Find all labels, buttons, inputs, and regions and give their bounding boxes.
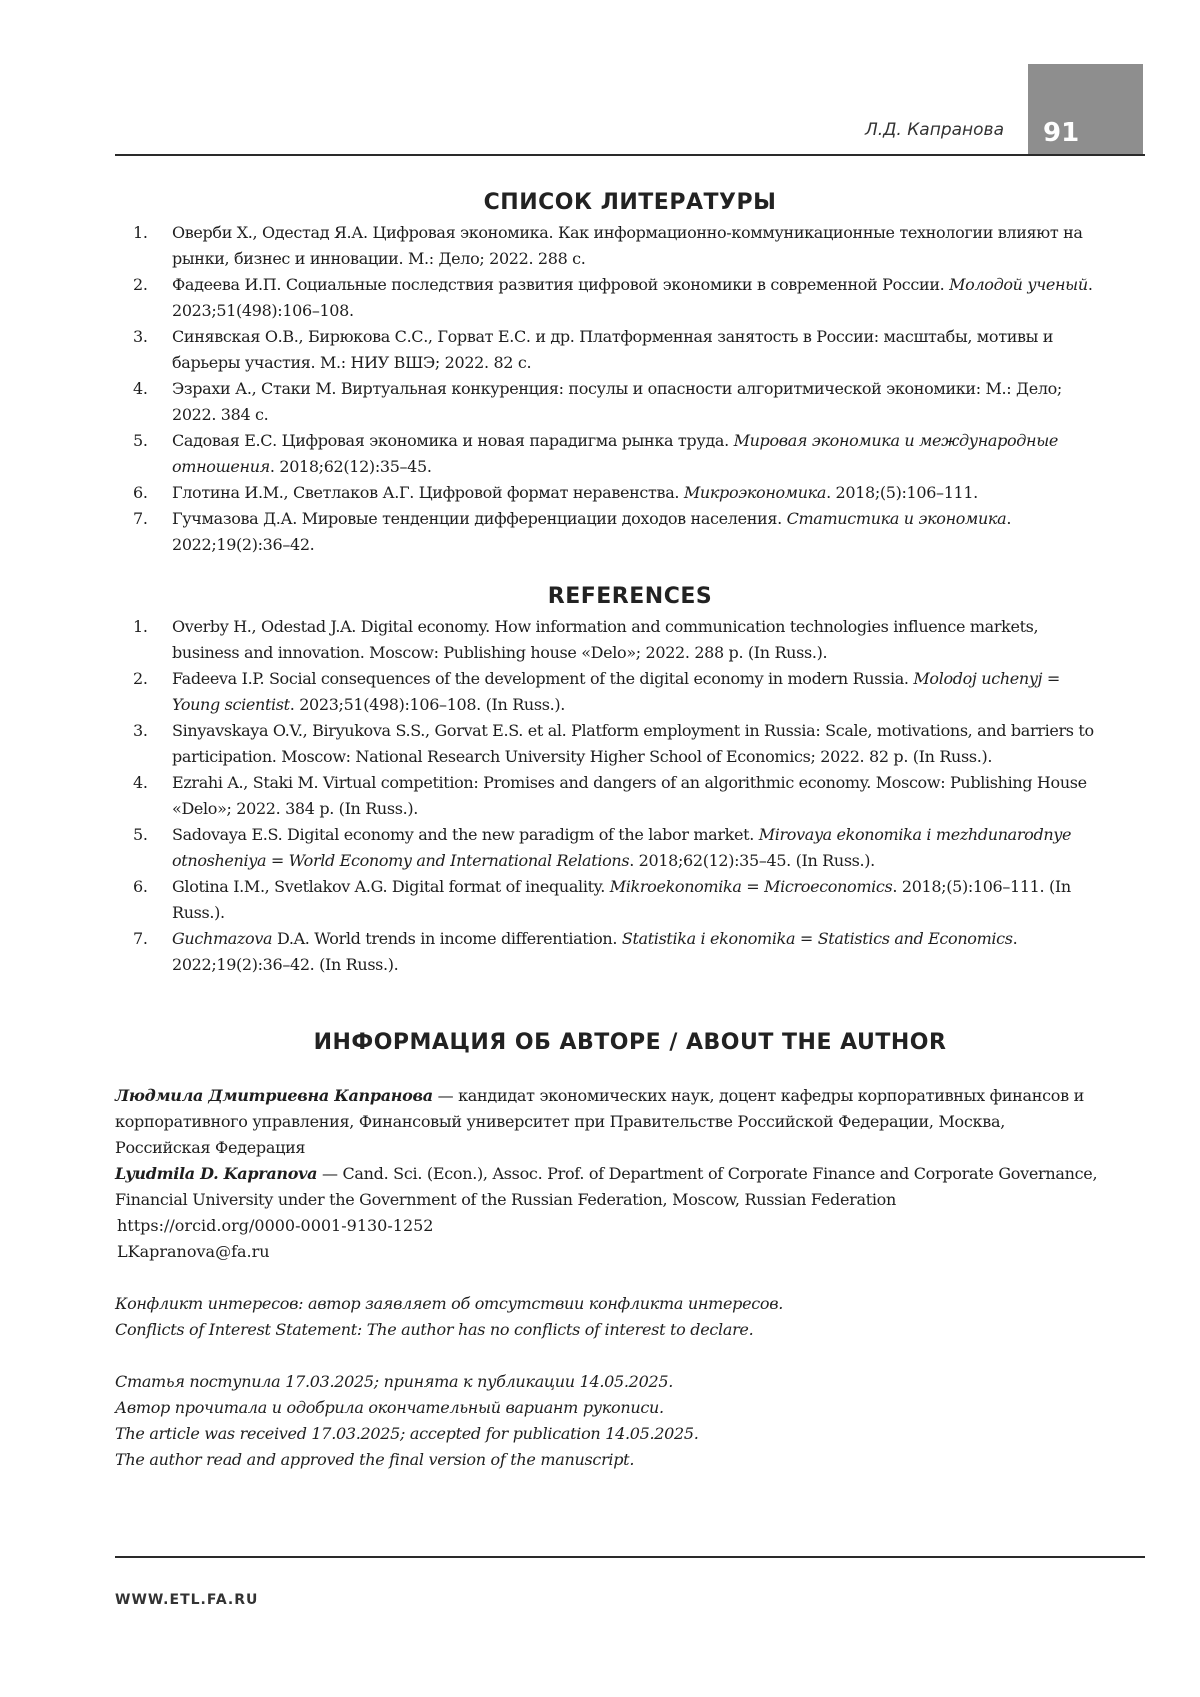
reference-item: [115, 666, 1095, 718]
author-name-ru: Людмила Дмитриевна Капранова: [115, 1086, 433, 1105]
reference-text-end: . 2018;(5):106–111. (In Russ.).: [172, 877, 1071, 922]
reference-text: Ezrahi A., Staki M. Virtual competition: Promises and dangers of an algorithmic economy. Moscow: Publishing House «Delo»; 2022. 384 p. (In Russ.).: [172, 773, 1087, 818]
reference-item: [115, 272, 1095, 324]
reference-item: [115, 770, 1095, 822]
reference-journal: Статистика и экономика: [786, 509, 1007, 528]
reference-text: D.A. World trends in income differentiation.: [272, 929, 622, 948]
reference-item: [115, 324, 1095, 376]
reference-text: Фадеева И.П. Социальные последствия развития цифровой экономики в современной России.: [172, 275, 950, 294]
reference-item: [115, 874, 1095, 926]
reference-text: Глотина И.М., Светлаков А.Г. Цифровой формат неравенства.: [172, 483, 684, 502]
reference-number: 5.: [133, 431, 148, 450]
ru-reference-list: [115, 220, 1095, 558]
author-desc-ru: — кандидат экономических наук, доцент кафедры корпоративных финансов и корпоративного управления, Финансовый университет при Правительстве Российской Федерации, Москва, Российская Федерация: [115, 1086, 1084, 1157]
reference-text-end: . 2018;(5):106–111.: [826, 483, 978, 502]
reference-item: [115, 480, 1095, 506]
author-email-link[interactable]: LKapranova@fa.ru: [117, 1242, 270, 1261]
reference-text: Садовая Е.С. Цифровая экономика и новая парадигма рынка труда.: [172, 431, 734, 450]
footer-rule: [115, 1556, 1145, 1558]
reference-text-end: . 2023;51(498):106–108. (In Russ.).: [289, 695, 565, 714]
reference-item: [115, 926, 1095, 978]
reference-number: 6.: [133, 483, 148, 502]
reference-number: 2.: [133, 275, 148, 294]
reference-text: Sadovaya E.S. Digital economy and the new paradigm of the labor market.: [172, 825, 759, 844]
reference-item: [115, 718, 1095, 770]
footer-website: WWW.ETL.FA.RU: [115, 1592, 259, 1608]
reference-journal: Mikroekonomika = Microeconomics: [609, 877, 893, 896]
reference-number: 4.: [133, 379, 148, 398]
reference-text: Оверби Х., Одестад Я.А. Цифровая экономика. Как информационно-коммуникационные технологии влияют на рынки, бизнес и инновации. М.: Дело; 2022. 288 с.: [172, 223, 1083, 268]
reference-text: Sinyavskaya O.V., Biryukova S.S., Gorvat E.S. et al. Platform employment in Russia: Scale, motivations, and barriers to participation. Moscow: National Research University Higher School of Economics; 2022. 82 p. (In Russ.).: [172, 721, 1094, 766]
reference-text-end: . 2018;62(12):35–45. (In Russ.).: [629, 851, 875, 870]
reference-number: 1.: [133, 617, 148, 636]
reference-number: 3.: [133, 327, 148, 346]
reference-number: 5.: [133, 825, 148, 844]
conflict-statement-en: Conflicts of Interest Statement: The author has no conflicts of interest to declare.: [115, 1320, 754, 1339]
section-title-en-refs: REFERENCES: [547, 584, 713, 609]
reference-number: 7.: [133, 929, 148, 948]
reference-item: [115, 822, 1095, 874]
reference-journal: Микроэкономика: [683, 483, 827, 502]
conflict-statement-ru: Конфликт интересов: автор заявляет об отсутствии конфликта интересов.: [115, 1294, 784, 1313]
received-date-ru: Статья поступила 17.03.2025; принята к публикации 14.05.2025.: [115, 1372, 673, 1391]
running-header-author: Л.Д. Капранова: [864, 120, 1004, 140]
reference-text: Синявская О.В., Бирюкова С.С., Горват Е.С. и др. Платформенная занятость в России: масштабы, мотивы и барьеры участия. М.: НИУ ВШЭ; 2022. 82 с.: [172, 327, 1054, 372]
en-reference-list: [115, 614, 1095, 978]
author-name-en: Lyudmila D. Kapranova: [115, 1164, 318, 1183]
reference-item: [115, 506, 1095, 558]
reference-number: 6.: [133, 877, 148, 896]
reference-author-italic: Guchmazova: [172, 929, 273, 948]
reference-text: Glotina I.M., Svetlakov A.G. Digital format of inequality.: [172, 877, 610, 896]
reference-text-end: . 2022;19(2):36–42. (In Russ.).: [172, 929, 1018, 974]
reference-text-end: . 2023;51(498):106–108.: [172, 275, 1093, 320]
approval-note-ru: Автор прочитала и одобрила окончательный вариант рукописи.: [115, 1398, 664, 1417]
reference-journal: Молодой ученый: [949, 275, 1088, 294]
reference-number: 3.: [133, 721, 148, 740]
reference-journal: Statistika i ekonomika = Statistics and Economics: [621, 929, 1013, 948]
reference-text: Fadeeva I.P. Social consequences of the development of the digital economy in modern Russia.: [172, 669, 914, 688]
page-number: 91: [1043, 118, 1080, 148]
reference-number: 4.: [133, 773, 148, 792]
reference-text: Эзрахи А., Стаки М. Виртуальная конкуренция: посулы и опасности алгоритмической экономики: М.: Дело; 2022. 384 с.: [172, 379, 1062, 424]
section-title-ru-refs: СПИСОК ЛИТЕРАТУРЫ: [483, 190, 777, 215]
reference-item: [115, 220, 1095, 272]
reference-item: [115, 428, 1095, 480]
reference-text: Overby H., Odestad J.A. Digital economy. How information and communication technologies influence markets, business and innovation. Moscow: Publishing house «Delo»; 2022. 288 p. (In Russ.).: [172, 617, 1039, 662]
section-title-author-info: ИНФОРМАЦИЯ ОБ АВТОРЕ / ABOUT THE AUTHOR: [313, 1030, 947, 1055]
reference-journal: Molodoj uchenyj = Young scientist: [172, 669, 1060, 714]
reference-text: Гучмазова Д.А. Мировые тенденции дифференциации доходов населения.: [172, 509, 787, 528]
reference-journal: Mirovaya ekonomika i mezhdunarodnye otnosheniya = World Economy and International Relations: [172, 825, 1072, 870]
author-orcid-link[interactable]: https://orcid.org/0000-0001-9130-1252: [117, 1216, 434, 1235]
reference-text-end: . 2022;19(2):36–42.: [172, 509, 1012, 554]
reference-journal: Мировая экономика и международные отношения: [172, 431, 1059, 476]
reference-number: 2.: [133, 669, 148, 688]
reference-number: 7.: [133, 509, 148, 528]
reference-number: 1.: [133, 223, 148, 242]
author-desc-en: — Cand. Sci. (Econ.), Assoc. Prof. of Department of Corporate Finance and Corporate Governance, Financial University under the Government of the Russian Federation, Moscow, Russian Federation: [115, 1164, 1098, 1209]
reference-text-end: . 2018;62(12):35–45.: [269, 457, 432, 476]
reference-item: [115, 614, 1095, 666]
header-rule: [115, 154, 1145, 156]
reference-item: [115, 376, 1095, 428]
author-bio-en: [115, 1161, 1100, 1213]
approval-note-en: The author read and approved the final version of the manuscript.: [115, 1450, 635, 1469]
author-bio-ru: [115, 1083, 1100, 1161]
received-date-en: The article was received 17.03.2025; accepted for publication 14.05.2025.: [115, 1424, 699, 1443]
